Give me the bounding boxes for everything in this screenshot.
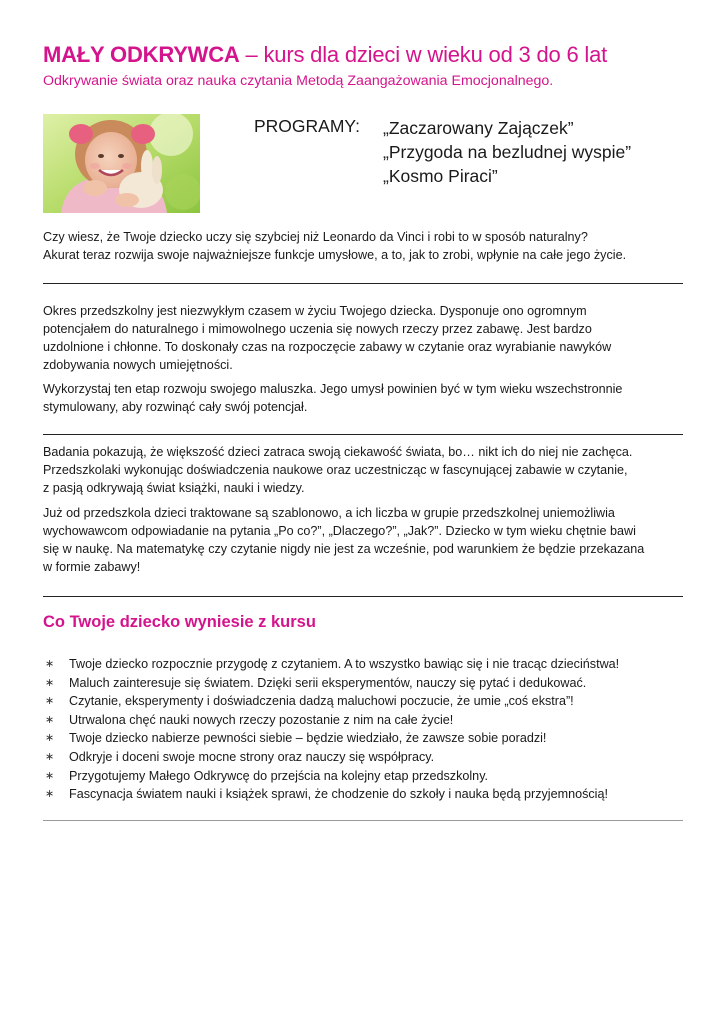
asterisk-bullet-icon: ∗ (45, 695, 55, 708)
list-item (43, 674, 693, 693)
text-line: potencjałem do naturalnego i mimowolnego uczenia się nowych rzeczy przez zabawę. Jest bardzo (43, 322, 592, 336)
text-line: z pasją odkrywają świat książki, nauki i wiedzy. (43, 481, 305, 495)
list-item-text: Fascynacja światem nauki i książek sprawi, że chodzenie do szkoły i nauka będą przyjemnością! (69, 787, 608, 802)
programs-label: PROGRAMY: (254, 116, 360, 136)
section2-paragraph-2 (43, 504, 683, 576)
text-line: się w naukę. Na matematykę czy czytanie nigdy nie jest za wcześnie, pod warunkiem że będzie przekazana (43, 542, 645, 556)
asterisk-bullet-icon: ∗ (45, 676, 55, 689)
asterisk-bullet-icon: ∗ (45, 713, 55, 726)
section-divider (43, 434, 683, 435)
page-title (43, 42, 607, 68)
text-line: Już od przedszkola dzieci traktowane są szablonowo, a ich liczba w grupie przedszkolnej uniemożliwia (43, 506, 615, 520)
asterisk-bullet-icon: ∗ (45, 750, 55, 763)
list-item-text: Twoje dziecko nabierze pewności siebie – będzie wiedziało, że zawsze sobie poradzi! (69, 731, 547, 746)
asterisk-bullet-icon: ∗ (45, 769, 55, 782)
benefits-heading: Co Twoje dziecko wyniesie z kursu (43, 613, 316, 631)
child-photo (43, 114, 200, 213)
intro-line: Akurat teraz rozwija swoje najważniejsze funkcje umysłowe, a to, jak to zrobi, wpłynie na całe jego życie. (43, 248, 627, 262)
list-item (43, 748, 693, 767)
list-item (43, 767, 693, 786)
list-item-text: Maluch zainteresuje się światem. Dzięki serii eksperymentów, nauczy się pytać i dedukować. (69, 675, 587, 690)
intro-line: Czy wiesz, że Twoje dziecko uczy się szybciej niż Leonardo da Vinci i robi to w sposób naturalny? (43, 230, 588, 244)
section1-paragraph-1 (43, 302, 683, 374)
text-line: w formie zabawy! (43, 560, 141, 574)
page-subtitle: Odkrywanie świata oraz nauka czytania Metodą Zaangażowania Emocjonalnego. (43, 73, 554, 89)
section-divider (43, 283, 683, 284)
program-item: „Zaczarowany Zajączek” (383, 118, 574, 138)
title-rest: – kurs dla dzieci w wieku od 3 do 6 lat (239, 42, 608, 67)
intro-paragraph (43, 228, 683, 264)
program-item: „Przygoda na bezludnej wyspie” (383, 142, 632, 162)
list-item-text: Utrwalona chęć nauki nowych rzeczy pozostanie z nim na całe życie! (69, 712, 454, 727)
title-strong: MAŁY ODKRYWCA (43, 42, 240, 67)
list-item (43, 785, 693, 804)
text-line: wychowawcom odpowiadanie na pytania „Po co?”, „Dlaczego?”, „Jak?”. Dziecko w tym wieku chętnie bawi (43, 524, 636, 538)
text-line: uzdolnione i chłonne. To doskonały czas na rozpoczęcie zabawy w czytanie oraz wyrabianie nawyków (43, 340, 612, 354)
programs-list (383, 116, 631, 188)
list-item-text: Odkryje i doceni swoje mocne strony oraz nauczy się współpracy. (69, 749, 435, 764)
list-item-text: Twoje dziecko rozpocznie przygodę z czytaniem. A to wszystko bawiąc się i nie tracąc dzieciństwa! (69, 657, 620, 671)
text-line: Wykorzystaj ten etap rozwoju swojego maluszka. Jego umysł powinien być w tym wieku wszechstronnie (43, 382, 623, 396)
section-divider (43, 820, 683, 821)
text-line: zdobywania nowych umiejętności. (43, 358, 233, 372)
list-item (43, 729, 693, 748)
asterisk-bullet-icon: ∗ (45, 732, 55, 745)
text-line: Okres przedszkolny jest niezwykłym czasem w życiu Twojego dziecka. Dysponuje ono ogromnym (43, 304, 587, 318)
list-item-text: Przygotujemy Małego Odkrywcę do przejścia na kolejny etap przedszkolny. (69, 768, 489, 783)
text-line: Przedszkolaki wykonując doświadczenia naukowe oraz uczestnicząc w fascynującej zabawie w czytanie, (43, 463, 628, 477)
section1-paragraph-2 (43, 380, 683, 416)
list-item (43, 711, 693, 730)
asterisk-bullet-icon: ∗ (45, 658, 55, 670)
section-divider (43, 596, 683, 597)
list-item (43, 655, 693, 674)
list-item (43, 692, 693, 711)
section2-paragraph-1 (43, 443, 683, 497)
asterisk-bullet-icon: ∗ (45, 788, 55, 801)
list-item-text: Czytanie, eksperymenty i doświadczenia dadzą maluchowi poczucie, że umie „coś ekstra”! (69, 694, 574, 709)
program-item: „Kosmo Piraci” (383, 166, 498, 186)
text-line: stymulowany, aby rozwinąć cały swój potencjał. (43, 400, 308, 414)
benefits-list (43, 655, 693, 804)
text-line: Badania pokazują, że większość dzieci zatraca swoją ciekawość świata, bo… nikt ich do niej nie zachęca. (43, 445, 633, 459)
